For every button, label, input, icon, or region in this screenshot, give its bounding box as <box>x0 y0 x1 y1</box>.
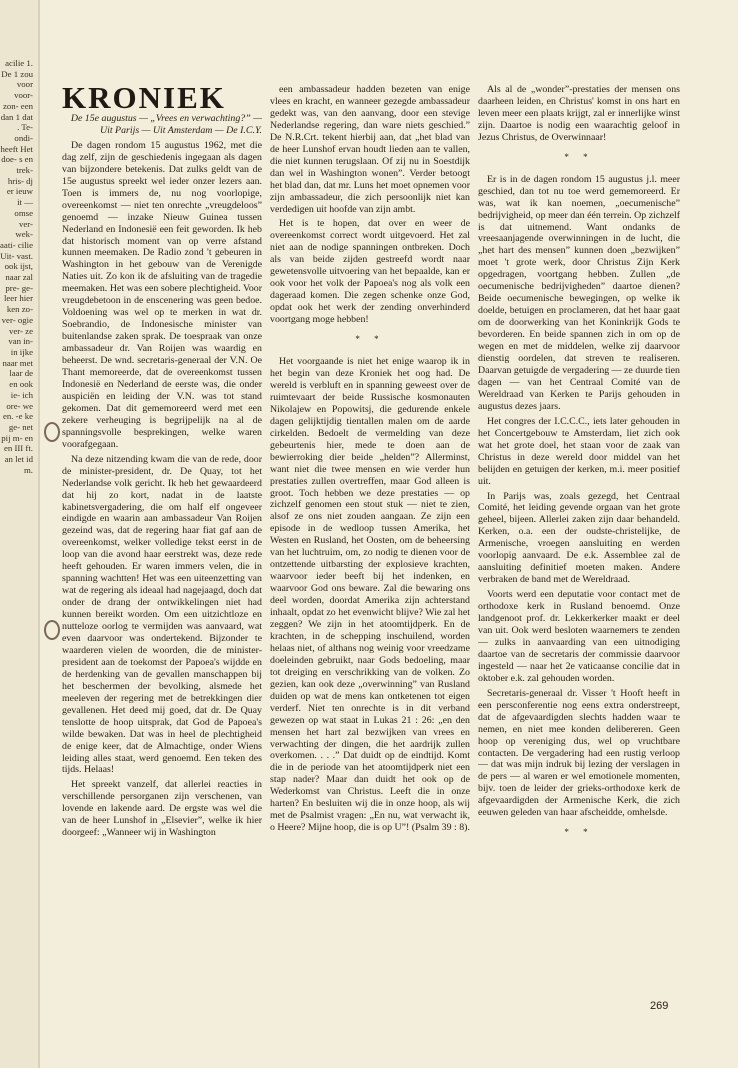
section-divider: * * <box>564 151 594 162</box>
previous-page-text-fragments: acilie 1. De 1 zou voor voor- zon- een dan 1 dat . Te- ondi- heeft Het doe- s en trek- hris- dj er ieuw it — omse ver- wek- aati- cilie Uit- vast. ook ijst, naar zal pre- ge- leer hier ken zo- ver- ogie ver- ze van in- in ijke naar met laar de en ook ie- ich ore- we en. -e ke ge- net pij m- en en III ft. an let id m. <box>0 58 33 475</box>
paragraph: Als al de „wonder”-prestaties der mensen ons daarheen leiden, en Christus' komst in ons hart en leven meer een plaats krijgt, zal er innerlijke winst zijn. Daartoe is nodig een waarachtig geloof in Jezus Christus, de Overwinnaar! <box>478 84 680 143</box>
text-column-1 <box>62 113 262 1013</box>
text-column-2 <box>270 84 470 1014</box>
paragraph: Na deze nitzending kwam die van de rede, door de minister-president, dr. De Quay, tot het Nederlandse volk gericht. Ik heb het gewaardeerd dat hij zo kort, nadat in de laatste kabinetsvergadering, die om half elf ongeveer eindigde en waarin aan ambassadeur Van Roijen gezeind was, dat de regering haar fiat gaf aan de overeenkomst, welker volledige tekst eerst in de loop van die avond haar eerstrekt was, deze rede heeft gehouden. Er waren immers velen, die in spanning wachtten! Het was een uiteenzetting van wat de regering als ideaal had nagejaagd, doch dat onder de drang der ontwikkelingen niet had kunnen bereikt worden. Om een uitzichtloze en nutteloze oorlog te vermijden was aanvaard, wat even daarvoor was ondertekend. Bijzonder te waarderen vielen de woorden, die de minister-president aan de toekomst der Papoea's wijdde en de herdenking van de gevallen manschappen bij het beschermen der bevolking, alsmede het meeleven der regering met de betrekkingen dier gevallenen. Het deed mij goed, dat dr. De Quay tenslotte de hoop uitsprak, dat God de Papoea's wilde bewaken. Dat was in heel de plechtigheid de enige keer, dat de Almachtige, onder Wiens leiding alles staat, werd genoemd. Een teken des tijds. Helaas! <box>62 453 262 776</box>
paragraph: Het congres der I.C.C.C., iets later gehouden in het Concertgebouw te Amsterdam, liet zich ook wat het grote doel, het staan voor de zaak van Christus in deze wereld door middel van het belijden en getuigen der kerken, m.i. meer positief uit. <box>478 415 680 487</box>
paragraph: Het voorgaande is niet het enige waarop ik in het begin van deze Kroniek het oog had. De wereld is verbluft en in spanning geweest over de ruimtevaart der beide Russische kosmonauten Nikolajew en Popowitsj, die gedurende enkele dagen gelijktijdig tientallen malen om de aarde cirkelden. Bedoelt de vermelding van deze gebeurtenis hier, mede te doen aan de bewierroking dier beide „helden”? Allerminst, want niet die twee mensen en wie verder hun prestaties zullen overtreffen, maar God alleen is groot. Toch hebben we deze prestaties — op zichzelf genomen een stout stuk — niet te zien, alsof ze ons niet zouden aangaan. Ze zijn een episode in de wedloop tussen Amerika, het Westen en Rusland, het Oosten, om de beheersing van het luchtruim, om, zo nodig te dienen voor de ontzettende uitbarsting der explosieve krachten, waarvoor ieder beeft bij het indenken, en waarvoor God ons beware. Zal die bewaring ons deel worden, doordat Amerika zijn achterstand inhaalt, opdat zo het evenwicht blijve? Wie zal het zeggen? We zijn in het atoomtijdperk. En de krachten, in de schepping inschuilend, worden helaas niet, of althans nog weinig voor vreedzame doeleinden gebruikt, naar Gods bedoeling, maar tot dreiging en verschrikking van de volken. Zo gezien, kan ook deze „overwinning” van Rusland duiden op wat de mens kan ontketenen tot eigen verderf. Niet ten onrechte is in dit verband gewezen op wat staat in Lukas 21 : 26: „en den mensen het hart zal bezwijken van vrees en verwachting der dingen, die het aardrijk zullen overkomen. . . .” Dat duidt op de eindtijd. Komt die in de periode van het atoomtijdperk niet een stap nader? Maar dan duidt het ook op de Wederkomst van Christus. Leeft die in onze harten? En besluiten wij die in onze hoop, als wij met de Psalmist vragen: „En nu, wat verwacht ik, o Heere? Mijne hoop, die is op U”! (Psalm 39 : 8). <box>270 356 470 834</box>
binding-hole-mark <box>44 620 60 640</box>
paragraph: Het spreekt vanzelf, dat allerlei reacties in verschillende persorganen zijn verschenen, van lovende en lakende aard. De ergste was wel die van de heer Lunshof in „Elsevier”, welke ik hier doorgeef: „Wanneer wij in Washington <box>62 779 262 839</box>
paragraph: De dagen rondom 15 augustus 1962, met die dag zelf, zijn de geschiedenis ingegaan als dagen van bijzondere betekenis. Dat zulks geldt van de 15e augustus spreekt wel ieder onzer lezers aan. Toen is immers de, nu nog voorlopige, overeenkomst — niet ten onrechte „vreugdeloos” genoemd — inzake Nieuw Guinea tussen Nederland en Indonesië een feit geworden. Ik heb dat historisch moment van op verre afstand kunnen meemaken. De Radio zond 't gebeuren in Washington in het gebouw van de Verenigde Naties uit. Zo kon ik de afsluiting van de tragedie meemaken. Het was een sobere plechtigheid. Voor vreugdebetoon in de enscenering was geen bedoe. Voldoening was wel op te merken in wat dr. Soebrandio, de Indonesische minister van buitenlandse zaken sprak. De toespraak van onze ambassadeur dr. Van Roijen was waardig en beheerst. De wnd. secretaris-generaal der V.N. Oe Thant memoreerde, dat de overeenkomst tussen Indonesië en Nederland de eerste was, die onder auspiciën en leiding der V.N. was tot stand gekomen. Dat dit gememoreerd werd met een zekere verheuging is begrijpelijk na al de spanningsvolle besprekingen, welke waren voorafgegaan. <box>62 139 262 450</box>
section-divider: * * <box>355 334 385 345</box>
previous-page-edge <box>0 0 40 1068</box>
paragraph: Secretaris-generaal dr. Visser 't Hooft heeft in een persconferentie nog eens extra onderstreept, dat de afgevaardigden slechts hadden waar te nemen, en niet mee konden delibereren. Geen hoop op vereniging dus, wel op vruchtbare contacten. De vergadering had een rustig verloop — dat was mijn indruk bij lezing der verslagen in de pers — al waren er wel emotionele momenten, bijv. toen de leider der grieks-orthodoxe kerk de afgevaardigden der Armenische Kerk, die zich eeuwen geleden van haar afscheidde, omhelsde. <box>478 687 680 819</box>
page-number: 269 <box>650 1000 669 1012</box>
paragraph: Voorts werd een deputatie voor contact met de orthodoxe kerk in Rusland benoemd. Onze landgenoot prof. dr. Lekkerkerker maakt er deel van uit. Ook werd besloten waarnemers te zenden — zulks in aanvaarding van een uitnodiging daartoe van de secretaris der commissie daarvoor ingesteld — naar het 2e vaticaanse concilie dat in oktober e.k. zal gehouden worden. <box>478 589 680 684</box>
section-divider: * * <box>564 827 594 838</box>
binding-hole-mark <box>44 422 60 442</box>
article-dateline: De 15e augustus — „Vrees en verwachting?” — Uit Parijs — Uit Amsterdam — De I.C.Y. <box>70 113 262 136</box>
paragraph: een ambassadeur hadden bezeten van enige vlees en kracht, en wanneer gezegde ambassadeur gedekt was, van den aanvang, door een stevige Nederlandse regering, dan ware niets geschied.” De N.R.Crt. tekent hierbij aan, dat „het blad van de heer Lunshof ervan houdt lieden aan te vallen, die niet kunnen terugslaan. Of zij nu in Soestdijk dan wel in Washington wonen”. Verder betoogt het blad dan, dat mr. Luns het moet opnemen voor zijn ambassadeur, die zich persoonlijk niet kan verdedigen uit hoofde van zijn ambt. <box>270 84 470 215</box>
text-column-3 <box>478 84 680 1014</box>
paragraph: In Parijs was, zoals gezegd, het Centraal Comité, het leiding gevende orgaan van het grote geheel, bijeen. Allerlei zaken zijn daar behandeld. Kerken, o.a. een der oudste-christelijke, de Armenische, vroegen aansluiting en werden voorlopig aanvaard. De e.k. Assemblee zal de aansluiting definitief moeten maken. Andere verbraken de band met de Wereldraad. <box>478 490 680 586</box>
paragraph: Het is te hopen, dat over en weer de overeenkomst correct wordt uitgevoerd. Het zal niet aan de nodige spanningen ontbreken. Doch als van beide zijden gestreefd wordt naar gewetensvolle uitvoering van het bepaalde, kan er ook voor het volk der Papoea's nog als volk een dageraad komen. Die zegen schenke onze God, opdat ook het werk der zending onverhinderd voortgang moge hebben! <box>270 218 470 326</box>
paragraph: Er is in de dagen rondom 15 augustus j.l. meer geschied, dan tot nu toe werd gememoreerd. Er was, wat ik kan noemen, „oecumenische” bedrijvigheid, op meer dan één terrein. Op zichzelf is dat uitnemend. Want ondanks de vreesaanjagende overwinningen in de lucht, die „het hart des mensen” kunnen doen „bezwijken” moet 't grote werk, door Christus Zijn Kerk opgedragen, voortgang hebben. Zullen „de oecumenische bedrijvigheden” daartoe dienen? Beide oecumenische bewegingen, op welke ik doelde, betuigen en proclameren, dat het haar gaat om de doorwerking van het Koninkrijk Gods te bevorderen. En beide spannen zich in om op de wegen en met de middelen, welke zij daarvoor dienstig oordelen, dat streven te realiseren. Daarvan getuigde de vergadering — ze duurde tien dagen — van het Centraal Comité van de Wereldraad van Kerken te Parijs gehouden in augustus dezes jaars. <box>478 173 680 412</box>
article-title: KRONIEK <box>62 80 226 115</box>
